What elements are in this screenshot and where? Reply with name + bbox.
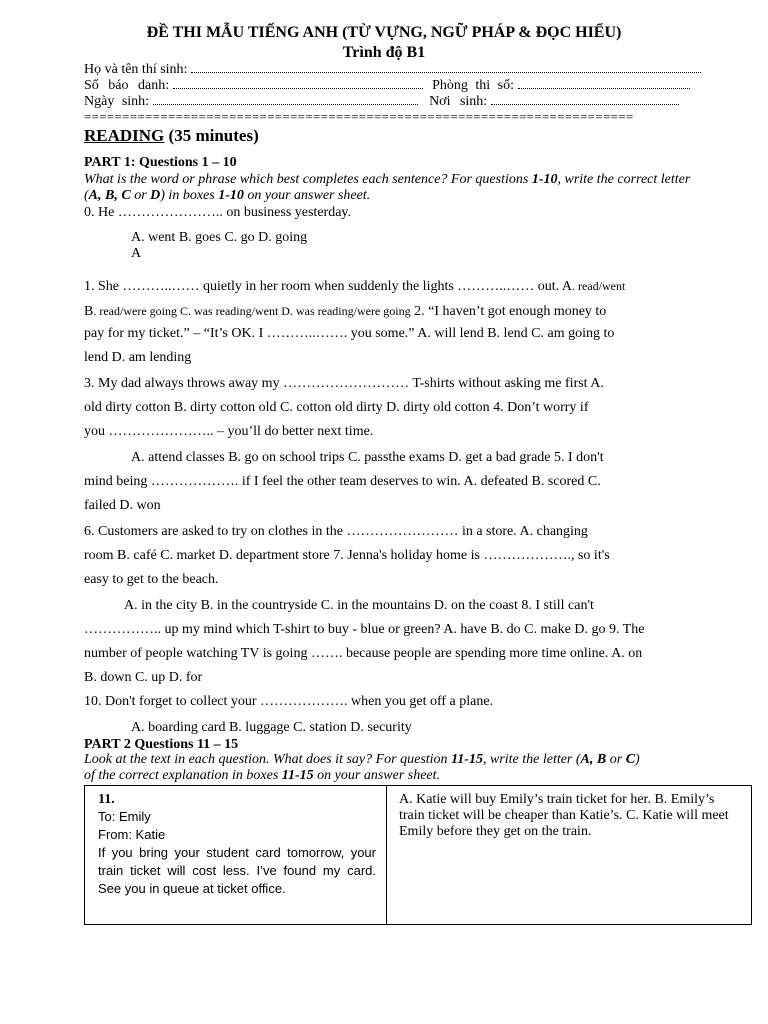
dob-dots: [153, 94, 418, 105]
example-question: 0. He ………………….. on business yesterday.: [84, 205, 352, 220]
reading-heading: [84, 126, 259, 146]
question-5-line: mind being ………………. if I feel the other team deserves to win. A. defeated B. scored C.: [84, 474, 601, 489]
question-option-small: . read/went: [572, 279, 626, 293]
part2-instructions: [84, 752, 724, 784]
instr-text: , write the letter (: [482, 752, 581, 767]
instr-text: or: [606, 752, 626, 767]
exam-level: Trình độ B1: [342, 44, 426, 61]
question-7-options: A. in the city B. in the countryside C. in the mountains D. on the coast 8. I still can't: [124, 598, 594, 613]
instr-bold: D: [150, 188, 161, 203]
instr-text: ): [635, 752, 640, 767]
part1-title: PART 1: Questions 1 – 10: [84, 155, 237, 170]
pob-label: Nơi sinh:: [429, 94, 488, 109]
message-to: To: Emily: [98, 809, 151, 824]
question-4-options: A. attend classes B. go on school trips C. passthe exams D. get a bad grade 5. I don't: [131, 450, 604, 465]
question-3-line1: 3. My dad always throws away my ……………………… T-shirts without asking me first A.: [84, 376, 604, 391]
question-10: 10. Don't forget to collect your ………………. when you get off a plane.: [84, 694, 494, 709]
example-answer: A: [131, 246, 142, 261]
part2-question-table: [84, 785, 752, 925]
question-11-answers-cell: A. Katie will buy Emily’s train ticket for her. B. Emily’s train ticket will be cheaper than Katie’s. C. Katie will meet Emily before they get on the train.: [387, 786, 752, 925]
pob-dots: [491, 94, 679, 105]
instr-text: or: [130, 188, 151, 203]
question-8-line: …………….. up my mind which T-shirt to buy - blue or green? A. have B. do C. make D. go 9. The: [84, 622, 645, 637]
instr-bold: C: [625, 752, 636, 767]
example-options: A. went B. goes C. go D. going: [131, 230, 308, 245]
question-text: 2. “I haven’t got enough money to: [410, 304, 607, 319]
room-label: Phòng thi số:: [432, 78, 515, 93]
instr-text: , write the correct letter (: [84, 172, 691, 203]
reading-duration: (35 minutes): [168, 126, 259, 145]
question-11-text-cell: [85, 786, 387, 925]
instr-bold: 11-15: [281, 768, 314, 783]
reading-title: READING: [84, 126, 165, 145]
question-1-2: [84, 274, 716, 324]
question-10-options: A. boarding card B. luggage C. station D. security: [131, 720, 412, 735]
separator-line: ========================================================================: [84, 110, 634, 124]
name-dots: [191, 62, 701, 73]
question-option-small: . was reading/went D: [187, 304, 290, 318]
instr-text: of the correct explanation in boxes: [84, 768, 282, 783]
question-text: B: [84, 304, 94, 319]
room-dots: [518, 78, 690, 89]
question-6-line2: room B. café C. market D. department store 7. Jenna's holiday home is ………………., so it's: [84, 548, 610, 563]
instr-text: on your answer sheet.: [243, 188, 371, 203]
instr-bold: A, B, C: [88, 188, 131, 203]
question-6-line3: easy to get to the beach.: [84, 572, 219, 587]
id-room-field: [84, 78, 690, 94]
exam-title: ĐỀ THI MẪU TIẾNG ANH (TỪ VỰNG, NGỮ PHÁP & ĐỌC HIỂU): [146, 24, 622, 41]
question-2-end: lend D. am lending: [84, 350, 192, 365]
part2-title: PART 2 Questions 11 – 15: [84, 737, 239, 752]
instr-text: Look at the text in each question. What does it say? For question: [84, 752, 452, 767]
instr-bold: A, B: [580, 752, 607, 767]
table-row: [85, 786, 752, 925]
instr-bold: 11-15: [451, 752, 483, 767]
name-field: [84, 62, 701, 78]
question-9-end: B. down C. up D. for: [84, 670, 203, 685]
instr-text: ) in boxes: [160, 188, 219, 203]
instr-text: What is the word or phrase which best completes each sentence? For questions: [84, 172, 532, 187]
part1-instructions: [84, 172, 704, 204]
question-11-number: 11.: [98, 792, 115, 807]
dob-label: Ngày sinh:: [84, 94, 150, 109]
name-label: Họ và tên thí sinh:: [84, 62, 188, 77]
question-text: 1. She ………..…… quietly in her room when suddenly the lights ………..…… out. A: [84, 279, 573, 294]
question-3-line2: old dirty cotton B. dirty cotton old C. cotton old dirty D. dirty old cotton 4. Don’t worry if: [84, 400, 589, 415]
message-body: If you bring your student card tomorrow, your train ticket will cost less. I’ve found my card. See you in queue at ticket office.: [98, 845, 376, 896]
question-option-small: . read/were going C: [93, 304, 188, 318]
id-label: Số báo danh:: [84, 78, 170, 93]
question-6-line1: 6. Customers are asked to try on clothes in the …………………… in a store. A. changing: [84, 524, 588, 539]
question-9-line: number of people watching TV is going ……. because people are spending more time online. A. on: [84, 646, 643, 661]
question-5-end: failed D. won: [84, 498, 161, 513]
question-2-line: pay for my ticket.” – “It’s OK. I ………..……. you some.” A. will lend B. lend C. am going to: [84, 326, 615, 341]
instr-bold: 1-10: [218, 188, 244, 203]
id-dots: [173, 78, 423, 89]
instr-text: on your answer sheet.: [313, 768, 441, 783]
message-from: From: Katie: [98, 827, 166, 842]
dob-pob-field: [84, 94, 679, 110]
instr-bold: 1-10: [531, 172, 558, 187]
question-option-small: . was reading/were going: [289, 304, 411, 318]
question-3-line3: you ………………….. – you’ll do better next time.: [84, 424, 374, 439]
